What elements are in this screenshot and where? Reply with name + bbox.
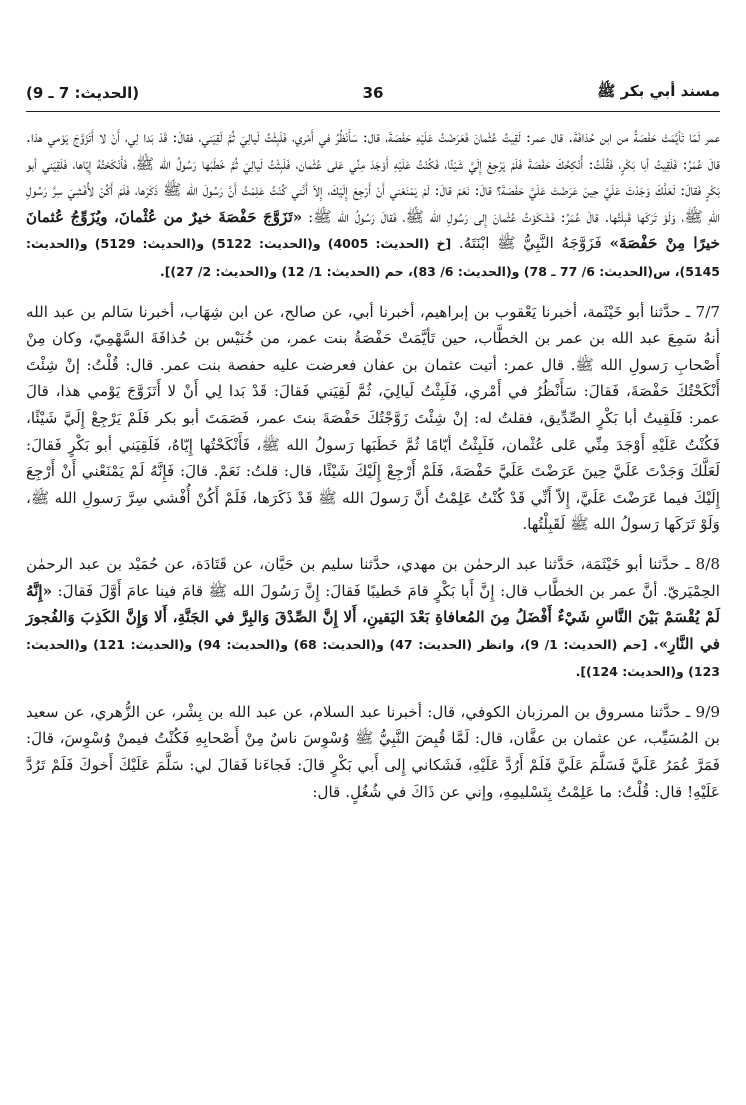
paragraph-references: [حم (الحديث: 1/ 9)، وانظر (الحديث: 47) و(الحديث: 68) و(الحديث: 94) و(الحديث: 121) و(الحديث: 123) و(الحديث: 124)]. bbox=[26, 636, 720, 680]
paragraph-4 bbox=[26, 699, 720, 805]
book-title: مسند أبي بكر ﷺ bbox=[597, 82, 720, 100]
paragraph-3 bbox=[26, 551, 720, 686]
paragraph-text: 8/8 ـ حدَّثنا أبو خَيْثَمَة، حَدَّثنا عبد الرحمٰن بن مهدي، حدَّثنا سليم بن حَيَّان، عن قَتَادَة، عن حُمَيْد بن عبد الرحمٰن الحِمْيَريّ. أنَّ عمر بن الخطَّاب قال: إِنَّ أَبا بَكْرٍ قامَ خَطيبًا فَقالَ: إِنَّ رَسُولَ الله ﷺ قامَ فينا عامَ أَوَّلَ فَقالَ: bbox=[26, 554, 720, 600]
page-body bbox=[26, 124, 720, 818]
paragraph-1 bbox=[26, 124, 720, 286]
paragraph-tail: فَزَوَّجَهُ النَّبِيُّ ﷺ ابْنَتَهُ. bbox=[458, 234, 602, 253]
paragraph-references: [خ (الحديث: 4005) و(الحديث: 5122) و(الحديث: 5129) و(الحديث: 5145)، س(الحديث: 6/ 77 ـ 78) و(الحديث: 6/ 83)، حم (الحديث: 1/ 12) و(الحديث: 2/ 27)]. bbox=[26, 236, 720, 279]
paragraph-text: عمر لَمّا تَأيَّمَتْ حَفْصَةُ من ابن حُذافَةَ. قال عمر: لَقِيتُ عُثْمانَ فَعَرَضْتُ عَلَيْهِ حَفْصَةَ، قال: سَأَنْظُرُ في أَمْري، فَلَبِثْتُ لَيالِيَ ثُمَّ لَقِيَني، فقالَ: قَدْ بَدا لِي، أَنْ لا أَتَزَوَّجَ يَوْمي هذا. قالَ عُمَرُ: فَلَقِيتُ أبا بَكْرٍ، فَقُلْتُ: أُنْكِحُكَ حَفْصَةَ فَلَمْ يَرْجِعْ إِلَيَّ شَيْئًا، فَكُنْتُ عَلَيْهِ أَوْجَدَ مِنِّي عَلى عُثْمان، فَلَبِثْتُ لَيالِيَ ثُمَّ خَطَبَها رَسُولُ الله ﷺ، فَأَنْكَحْتُهُ إِيّاها، فَلَقِيَني أبو بَكْرٍ فَقالَ: لَعَلَّكَ وَجَدْتَ عَلَيَّ حِينَ عَرَضْتَ عَلَيَّ حَفْصَةَ؟ قالَ: نَعَمْ قالَ: لَمْ يَمْنَعْني أَنْ أَرْجِعَ إِلَيْكَ، إِلاّ أَنَّني كُنْتُ عَلِمْتُ أَنَّ رَسُولَ الله ﷺ ذَكَرَها، فَلَمْ أَكُنْ لأُفْشِيَ سِرَّ رَسُولِ اللهِ ﷺ، وَلَوْ تَرَكَها قَبِلْتُها. قالَ عُمَرُ: فَشَكَوْتُ عُثْمانَ إِلى رَسُولِ الله ﷺ، فَقالَ رَسُولُ الله ﷺ: bbox=[26, 128, 721, 226]
paragraph-quote: «تَزَوَّجَ حَفْصَةَ خيرٌ من عُثْمانَ، ويُزَوِّجُ عُثمانَ خيرًا مِنْ حَفْصَةَ» bbox=[26, 207, 720, 253]
paragraph-text: 7/7 ـ حدَّثنا أبو خَيْثَمة، أخبرنا يَعْقوب بن إبراهيم، أخبرنا أبي، عن صالح، عن ابن شِهَاب، أخبرنا سَالم بن عبد الله أنهُ سَمِعَ عبد الله بن عمر بن الخطَّاب، حين تَأيَّمَتْ حَفْصَةُ بنت عمر، من خُنَيْس بن حُذافَةَ السَّهْمِيّ، وكان مِنْ أَصْحابِ رَسولِ الله ﷺ. قال عمر: أتيت عثمان بن عفان فعرضت عليه حفصة بنت عمر. قال: قُلْتُ: إنْ شِئْتَ أَنْكَحْتُكَ حَفْصَةَ، فَقالَ: سَأَنْظُرُ في أَمْري، فَلَبِثْتُ لَيالِيَ، ثُمَّ لَقِيَني فَقالَ: قَدْ بَدا لِي أَنْ لا أَتَزَوَّجَ يَوْمي هذا، قالَ عمر: فَلَقِيتُ أبا بَكْرٍ الصِّدِّيق، فقلتُ له: إنْ شِئْتَ زَوَّجْتُكَ حَفْصَةَ بنتَ عمر، فَصَمَتَ أبو بكر فَلَمْ يَرْجِعْ إِلَيَّ شَيْئًا، فَكُنْتُ عَلَيْهِ أَوْجَدَ مِنِّي عَلى عُثْمان، فَلَبِثْتُ أيّامًا ثُمَّ خَطَبَها رَسولُ الله ﷺ، فَأَنْكَحْتُها إِيّاهُ، فَلَقِيَني أبو بَكْرٍ فَقالَ: لَعَلَّكَ وَجَدْتَ عَلَيَّ حِينَ عَرَضْتَ عَلَيَّ حَفْصَةَ، فَلَمْ أَرْجِعْ إِلَيْكَ شَيْئًا، قال: قلتُ: نَعَمْ. قالَ: فَإِنَّهُ لَمْ يَمْنَعْني أَنْ أَرْجِعَ إِلَيْكَ فيما عَرَضْتَ عَلَيَّ، إِلاّ أَنِّي قَدْ كُنْتُ عَلِمْتُ أَنَّ رَسولَ الله ﷺ قَدْ ذَكَرَها، فَلَمْ أَكُنْ أُفْشي سِرَّ رَسولِ الله ﷺ، وَلَوْ تَرَكَها رَسولُ الله ﷺ لَقَبِلْتُها. bbox=[26, 302, 720, 534]
paragraph-2 bbox=[26, 299, 720, 538]
page-number: 36 bbox=[362, 84, 384, 102]
running-header bbox=[26, 78, 720, 108]
paragraph-quote: «إِنَّهُ لَمْ يُقْسَمْ بَيْنَ النَّاسِ شَيْءٌ أَفْضَلُ مِنَ المُعافاةِ بَعْدَ اليَقينِ، أَلا إِنَّ الصِّدْقَ وَالبِرَّ في الجَنَّةِ، أَلا وَإِنَّ الكَذِبَ وَالفُجورَ في النَّارِ». bbox=[26, 581, 721, 653]
hadith-range: (الحديث: 7 ـ 9) bbox=[26, 84, 140, 102]
header-divider bbox=[26, 111, 720, 112]
paragraph-text: 9/9 ـ حدَّثنا مسروق بن المرزبان الكوفي، قال: أخبرنا عبد السلام، عن عبد الله بن بِشْر، عن الزُّهري، عن سعيد بن المُسَيِّب، عن عثمان بن عفَّان، قال: لَمَّا قُبِضَ النَّبِيُّ ﷺ وُسْوِسَ ناسٌ مِنْ أَصْحابِهِ فَكُنْتُ فيمنْ وُسْوِسَ، قالَ: فَمَرَّ عُمَرُ عَلَيَّ فَسَلَّمَ عَلَيَّ فَلَمْ أَرُدَّ عَلَيْهِ، فَشَكاني إِلى أَبي بَكْرٍ قالَ: فَجاءَنا فَقالَ لي: سَلَّمَ عَلَيْكَ أَخوكَ فَلَمْ تَرُدَّ عَلَيْهِ! قال: قُلْتُ: ما عَلِمْتُ بِتَسْليمِهِ، وإني عن ذَاكَ في شُغُلٍ. قال: bbox=[26, 702, 720, 801]
